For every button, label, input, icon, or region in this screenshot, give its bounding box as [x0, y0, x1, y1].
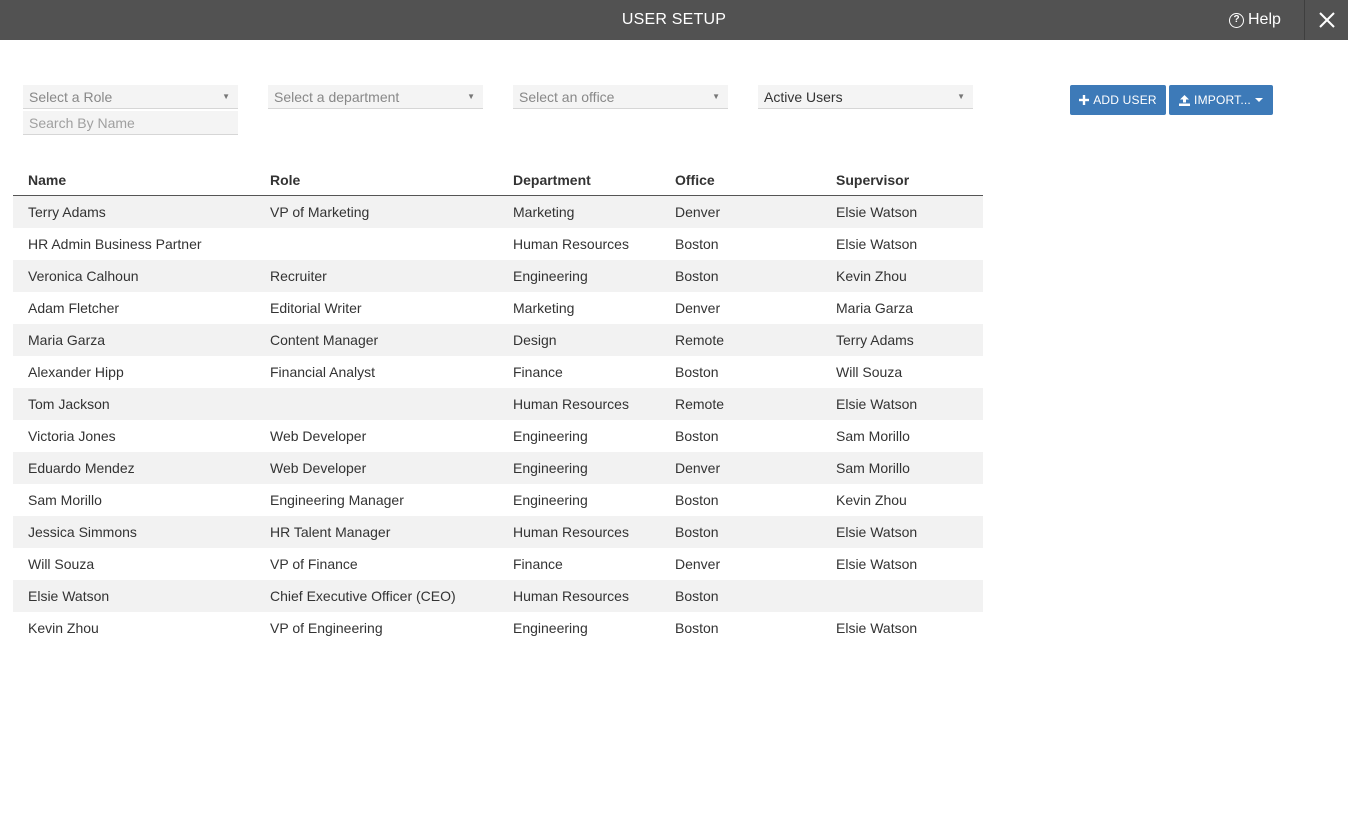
table-row[interactable]	[13, 484, 983, 516]
table-row[interactable]	[13, 612, 983, 644]
supervisor-cell: Elsie Watson	[836, 236, 918, 252]
table-row[interactable]	[13, 324, 983, 356]
table-row[interactable]	[13, 388, 983, 420]
dropdown-arrow-icon: ▼	[957, 92, 965, 101]
close-button[interactable]	[1304, 0, 1348, 40]
name-cell: Adam Fletcher	[28, 300, 120, 316]
supervisor-cell: Elsie Watson	[836, 524, 918, 540]
title-bar	[0, 0, 1348, 40]
supervisor-cell: Kevin Zhou	[836, 268, 907, 284]
role-cell: Recruiter	[270, 268, 327, 284]
help-label: Help	[1248, 11, 1281, 28]
name-cell: Veronica Calhoun	[28, 268, 139, 284]
name-cell: Elsie Watson	[28, 588, 110, 604]
column-header-supervisor[interactable]: Supervisor	[836, 164, 983, 196]
supervisor-cell: Elsie Watson	[836, 396, 918, 412]
dropdown-arrow-icon: ▼	[712, 92, 720, 101]
name-cell: Victoria Jones	[28, 428, 116, 444]
column-header-office[interactable]: Office	[675, 164, 836, 196]
name-cell: HR Admin Business Partner	[28, 236, 202, 252]
supervisor-cell: Kevin Zhou	[836, 492, 907, 508]
table-row[interactable]	[13, 516, 983, 548]
column-header-department[interactable]: Department	[513, 164, 675, 196]
page-title: USER SETUP	[621, 11, 727, 28]
department-cell: Marketing	[513, 204, 575, 220]
column-header-role[interactable]: Role	[270, 164, 513, 196]
name-cell: Maria Garza	[28, 332, 106, 348]
table-row[interactable]	[13, 196, 983, 229]
department-cell: Engineering	[513, 492, 588, 508]
name-cell: Eduardo Mendez	[28, 460, 135, 476]
supervisor-cell	[836, 580, 983, 612]
office-cell: Boston	[675, 236, 719, 252]
role-cell: VP of Marketing	[270, 204, 370, 220]
table-row[interactable]	[13, 580, 983, 612]
office-cell: Denver	[675, 556, 721, 572]
role-cell: Chief Executive Officer (CEO)	[270, 588, 456, 604]
supervisor-cell: Sam Morillo	[836, 428, 910, 444]
role-cell: Web Developer	[270, 460, 367, 476]
office-cell: Boston	[675, 524, 719, 540]
import-label: IMPORT...	[1194, 93, 1251, 107]
table-row[interactable]	[13, 356, 983, 388]
name-cell: Terry Adams	[28, 204, 106, 220]
add-user-label: ADD USER	[1093, 93, 1157, 107]
users-table	[13, 164, 983, 644]
department-cell: Engineering	[513, 428, 588, 444]
role-cell: HR Talent Manager	[270, 524, 391, 540]
column-header-name[interactable]: Name	[13, 164, 270, 196]
search-input[interactable]	[23, 111, 238, 135]
department-cell: Design	[513, 332, 557, 348]
department-cell: Human Resources	[513, 524, 629, 540]
role-cell: Financial Analyst	[270, 364, 376, 380]
upload-icon	[1179, 95, 1190, 106]
table-row[interactable]	[13, 292, 983, 324]
caret-down-icon	[1255, 98, 1263, 102]
question-circle-icon: ?	[1229, 13, 1244, 28]
office-select[interactable]	[513, 85, 728, 109]
role-cell: Web Developer	[270, 428, 367, 444]
department-cell: Engineering	[513, 460, 588, 476]
name-cell: Sam Morillo	[28, 492, 102, 508]
table-row[interactable]	[13, 420, 983, 452]
dropdown-arrow-icon: ▼	[467, 92, 475, 101]
table-row[interactable]	[13, 548, 983, 580]
office-select-value: Select an office	[519, 89, 615, 105]
help-button[interactable]	[1229, 0, 1281, 40]
table-row[interactable]	[13, 260, 983, 292]
name-cell: Will Souza	[28, 556, 95, 572]
office-cell: Boston	[675, 492, 719, 508]
office-cell: Remote	[675, 332, 725, 348]
department-cell: Engineering	[513, 620, 588, 636]
role-select[interactable]	[23, 85, 238, 109]
office-cell: Boston	[675, 428, 719, 444]
plus-icon	[1079, 95, 1089, 105]
office-cell: Denver	[675, 300, 721, 316]
office-cell: Denver	[675, 460, 721, 476]
role-cell	[270, 388, 513, 420]
name-cell: Kevin Zhou	[28, 620, 99, 636]
status-select-value: Active Users	[764, 89, 843, 105]
add-user-button[interactable]	[1070, 85, 1166, 115]
supervisor-cell: Elsie Watson	[836, 204, 918, 220]
department-cell: Marketing	[513, 300, 575, 316]
table-row[interactable]	[13, 452, 983, 484]
import-button[interactable]	[1169, 85, 1273, 115]
office-cell: Boston	[675, 588, 719, 604]
office-cell: Boston	[675, 620, 719, 636]
role-cell: Content Manager	[270, 332, 379, 348]
role-cell	[270, 228, 513, 260]
supervisor-cell: Elsie Watson	[836, 620, 918, 636]
office-cell: Boston	[675, 364, 719, 380]
role-select-value: Select a Role	[29, 89, 113, 105]
supervisor-cell: Will Souza	[836, 364, 903, 380]
department-cell: Finance	[513, 364, 563, 380]
supervisor-cell: Sam Morillo	[836, 460, 910, 476]
office-cell: Denver	[675, 204, 721, 220]
status-select[interactable]	[758, 85, 973, 109]
table-header-row	[13, 164, 983, 196]
role-cell: VP of Finance	[270, 556, 358, 572]
department-cell: Human Resources	[513, 236, 629, 252]
close-icon	[1318, 11, 1336, 29]
role-cell: Editorial Writer	[270, 300, 362, 316]
department-select-value: Select a department	[274, 89, 400, 105]
department-cell: Engineering	[513, 268, 588, 284]
name-cell: Jessica Simmons	[28, 524, 137, 540]
department-cell: Finance	[513, 556, 563, 572]
name-cell: Tom Jackson	[28, 396, 110, 412]
role-cell: VP of Engineering	[270, 620, 383, 636]
role-cell: Engineering Manager	[270, 492, 404, 508]
supervisor-cell: Terry Adams	[836, 332, 914, 348]
office-cell: Remote	[675, 396, 725, 412]
name-cell: Alexander Hipp	[28, 364, 124, 380]
department-cell: Human Resources	[513, 396, 629, 412]
dropdown-arrow-icon: ▼	[222, 92, 230, 101]
table-row[interactable]	[13, 228, 983, 260]
department-select[interactable]	[268, 85, 483, 109]
department-cell: Human Resources	[513, 588, 629, 604]
supervisor-cell: Elsie Watson	[836, 556, 918, 572]
office-cell: Boston	[675, 268, 719, 284]
supervisor-cell: Maria Garza	[836, 300, 914, 316]
